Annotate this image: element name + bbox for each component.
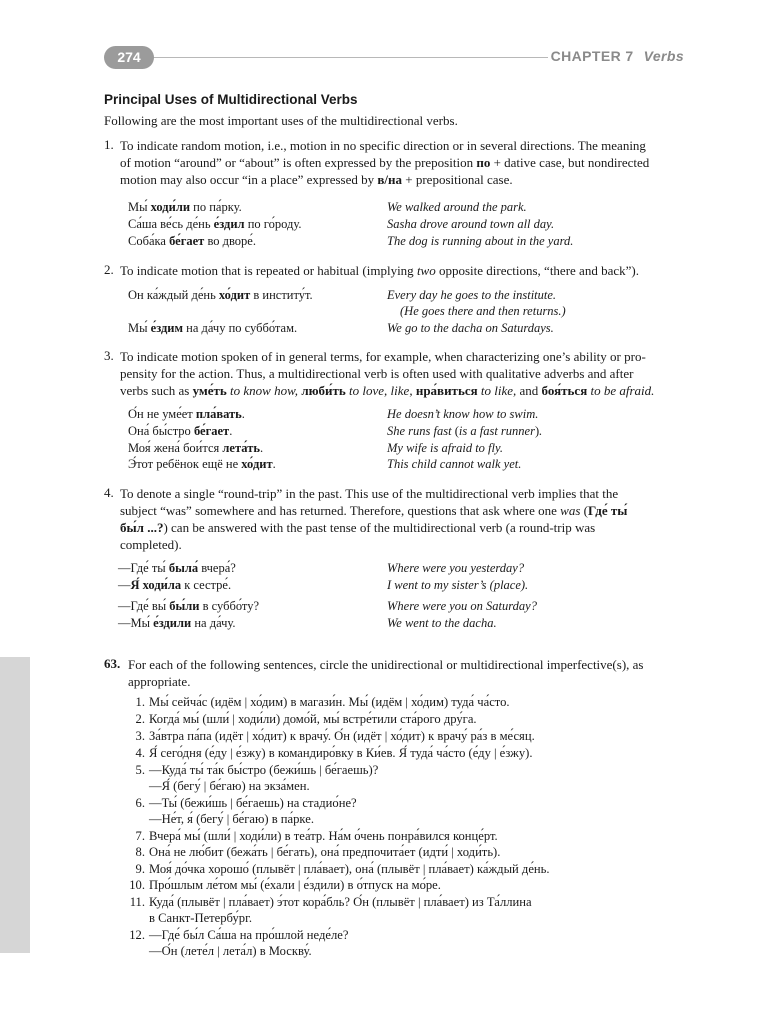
use-number: 2. — [104, 262, 114, 277]
example-russian: —Где́ вы́ бы́ли в суббо́ту? — [118, 599, 260, 613]
example-english: We go to the dacha on Saturdays. — [387, 321, 554, 335]
use-paragraph — [120, 262, 684, 279]
example-english: Every day he goes to the institute. — [387, 288, 557, 302]
page-number: 274 — [104, 46, 154, 69]
example-russian: Моя́ жена́ бои́тся лета́ть. — [128, 441, 264, 455]
paragraph-line: motion may also occur “in a place” expressed by в/на + prepositional case. — [120, 172, 513, 187]
example-russian: Мы́ е́здим на да́чу по суббо́там. — [128, 321, 298, 335]
exercise-item: Куда́ (плывёт | пла́вает) э́тот кора́бль? О́н (плывёт | пла́вает) из Та́ллина — [149, 895, 532, 909]
exercise-item: Она́ не лю́бит (бежа́ть | бе́гать), она́ предпочита́ет (идти́ | ходи́ть). — [149, 845, 501, 859]
exercise-item: —Не́т, я́ (бегу́ | бе́гаю) в па́рке. — [149, 812, 314, 826]
exercise-item: —Ты́ (бежи́шь | бе́гаешь) на стадио́не? — [149, 796, 357, 810]
paragraph-line: To indicate random motion, i.e., motion in no specific direction or in several directions. The meaning — [120, 138, 646, 153]
exercise-item: Я́ сего́дня (е́ду | е́зжу) в командиро́вку в Ки́ев. Я́ туда́ ча́сто (е́ду | е́зжу). — [149, 746, 533, 760]
exercise-item-number: 3. — [135, 729, 145, 743]
example-russian: Он ка́ждый де́нь хо́дит в институ́т. — [128, 288, 313, 302]
exercise-item: —Куда́ ты́ та́к бы́стро (бежи́шь | бе́гаешь)? — [149, 763, 379, 777]
section-heading: Principal Uses of Multidirectional Verbs — [104, 92, 358, 107]
exercise-item-number: 9. — [135, 862, 145, 876]
exercise-item-number: 10. — [129, 878, 145, 892]
running-head — [551, 48, 684, 64]
exercise-item-number: 1. — [135, 695, 145, 709]
exercise-item: За́втра па́па (идёт | хо́дит) к врачу́. О́н (идёт | хо́дит) к врачу́ ра́з в ме́сяц. — [149, 729, 535, 743]
exercise-item: Мы́ сейча́с (идём | хо́дим) в магази́н. Мы́ (идём | хо́дим) туда́ ча́сто. — [149, 695, 510, 709]
exercise-item: —Где́ бы́л Са́ша на про́шлой неде́ле? — [149, 928, 349, 942]
exercise-item-number: 6. — [135, 796, 145, 810]
example-english: She runs fast (is a fast runner). — [387, 424, 543, 438]
paragraph-line: completed). — [120, 537, 182, 552]
paragraph-line: To indicate motion spoken of in general terms, for example, when characterizing one’s ability or pro- — [120, 349, 646, 364]
paragraph-line: pensity for the action. Thus, a multidirectional verb is often used with qualitative adverbs and after — [120, 366, 634, 381]
exercise-item: Вчера́ мы́ (шли́ | ходи́ли) в теа́тр. На́м о́чень понра́вился конце́рт. — [149, 829, 498, 843]
example-english: Sasha drove around town all day. — [387, 217, 555, 231]
section-intro: Following are the most important uses of the multidirectional verbs. — [104, 113, 458, 128]
paragraph-line: of motion “around” or “about” is often expressed by the preposition по + dative case, but nondirected — [120, 155, 650, 170]
example-english: Where were you on Saturday? — [387, 599, 537, 613]
exercise-item-number: 11. — [129, 895, 145, 909]
exercise-item: —Я́ (бегу́ | бе́гаю) на экза́мен. — [149, 779, 310, 793]
use-number: 4. — [104, 485, 114, 500]
example-english: He doesn’t know how to swim. — [387, 407, 539, 421]
example-english: The dog is running about in the yard. — [387, 234, 574, 248]
paragraph-line: subject “was” somewhere and has returned. Therefore, questions that ask where one was (Где́ ты́ — [120, 503, 628, 518]
exercise-item-number: 12. — [129, 928, 145, 942]
example-english: This child cannot walk yet. — [387, 457, 522, 471]
paragraph-line: To denote a single “round-trip” in the past. This use of the multidirectional verb implies that the — [120, 486, 619, 501]
example-russian: Она́ бы́стро бе́гает. — [128, 424, 233, 438]
example-russian: —Я́ ходи́ла к сестре́. — [118, 578, 232, 592]
exercise-instruction — [128, 656, 684, 690]
page-edge-tab — [0, 657, 30, 953]
paragraph-line: бы́л ...?) can be answered with the past tense of the multidirectional verb (a round-trip was — [120, 520, 596, 535]
example-russian: О́н не уме́ет пла́вать. — [128, 407, 245, 421]
example-english: My wife is afraid to fly. — [387, 441, 503, 455]
example-russian: Э́тот ребёнок ещё не хо́дит. — [128, 457, 276, 471]
exercise-item-number: 4. — [135, 746, 145, 760]
use-paragraph — [120, 137, 684, 188]
example-russian: Са́ша ве́сь де́нь е́здил по го́роду. — [128, 217, 302, 231]
example-russian: Мы́ ходи́ли по па́рку. — [128, 200, 242, 214]
exercise-number: 63. — [104, 656, 121, 671]
header-rule — [148, 57, 548, 58]
use-number: 3. — [104, 348, 114, 363]
chapter-label: CHAPTER 7 — [550, 48, 634, 64]
example-english: We went to the dacha. — [387, 616, 497, 630]
exercise-item: Когда́ мы́ (шли́ | ходи́ли) домо́й, мы́ встре́тили ста́рого дру́га. — [149, 712, 477, 726]
use-number: 1. — [104, 137, 114, 152]
exercise-item-number: 5. — [135, 763, 145, 777]
example-english: I went to my sister’s (place). — [387, 578, 529, 592]
example-russian: —Где́ ты́ была́ вчера́? — [118, 561, 236, 575]
paragraph-line: For each of the following sentences, circle the unidirectional or multidirectional imperfective(s), as — [128, 657, 644, 672]
exercise-item: Моя́ до́чка хорошо́ (плывёт | пла́вает), она́ (плывёт | пла́вает) ка́ждый де́нь. — [149, 862, 550, 876]
example-english: We walked around the park. — [387, 200, 527, 214]
example-english-note: (He goes there and then returns.) — [400, 304, 566, 318]
use-paragraph — [120, 485, 684, 553]
paragraph-line: verbs such as уме́ть to know how, люби́ть to love, like, нра́виться to like, and боя́ться to be afraid. — [120, 383, 655, 398]
exercise-item: Про́шлым ле́том мы́ (е́хали | е́здили) в о́тпуск на мо́ре. — [149, 878, 441, 892]
exercise-item: в Санкт-Петербу́рг. — [149, 911, 252, 925]
example-russian: —Мы́ е́здили на да́чу. — [118, 616, 236, 630]
exercise-item-number: 8. — [135, 845, 145, 859]
use-paragraph — [120, 348, 684, 399]
paragraph-line: appropriate. — [128, 674, 191, 689]
example-english: Where were you yesterday? — [387, 561, 525, 575]
exercise-item-number: 7. — [135, 829, 145, 843]
exercise-item-number: 2. — [135, 712, 145, 726]
example-russian: Соба́ка бе́гает во дворе́. — [128, 234, 256, 248]
exercise-item: —О́н (лете́л | лета́л) в Москву́. — [149, 944, 312, 958]
chapter-title: Verbs — [643, 48, 684, 64]
paragraph-line: To indicate motion that is repeated or habitual (implying two opposite directions, “there and back”). — [120, 263, 639, 278]
